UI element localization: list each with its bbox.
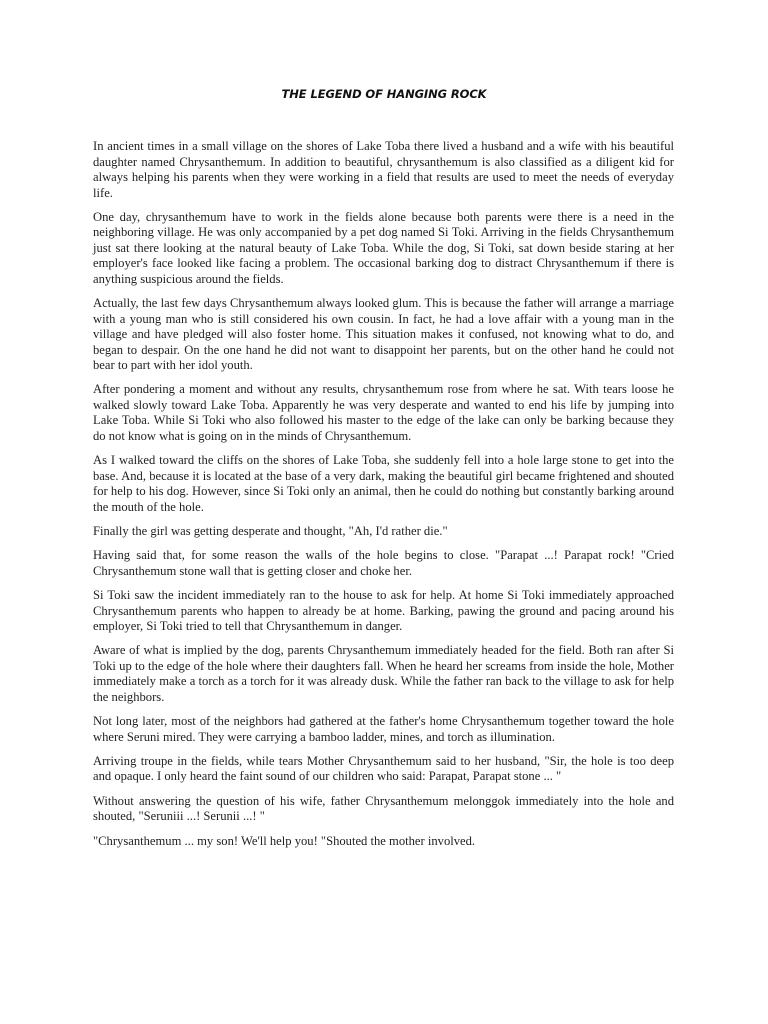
paragraph: Not long later, most of the neighbors had gathered at the father's home Chrysanthemum together toward the hole where Seruni mired. They were carrying a bamboo ladder, mines, and torch as illumination. — [93, 714, 674, 744]
paragraph: Finally the girl was getting desperate and thought, "Ah, I'd rather die." — [93, 523, 448, 538]
paragraph: As I walked toward the cliffs on the shores of Lake Toba, she suddenly fell into a hole large stone to get into the base. And, because it is located at the base of a very dark, making the beautiful girl became frightened and shouted for help to his dog. However, since Si Toki only an animal, then he could do nothing but constantly barking around the mouth of the hole. — [93, 453, 674, 514]
paragraph: Arriving troupe in the fields, while tears Mother Chrysanthemum said to her husband, "Sir, the hole is too deep and opaque. I only heard the faint sound of our children who said: Parapat, Parapat stone ... " — [93, 753, 674, 784]
paragraph: Actually, the last few days Chrysanthemum always looked glum. This is because the father will arrange a marriage with a young man who is still considered his own cousin. In fact, he had a love affair with a young man in the village and have pledged will also foster home. This situation makes it confused, not knowing what to do, and began to despair. On the one hand he did not want to disappoint her parents, but on the other hand he could not bear to part with her idol youth. — [93, 296, 674, 373]
paragraph: Without answering the question of his wife, father Chrysanthemum melonggok immediately into the hole and shouted, "Seruniii ...! Serunii ...! " — [93, 793, 674, 824]
document-body — [93, 139, 674, 858]
document-title: THE LEGEND OF HANGING ROCK — [281, 87, 487, 101]
paragraph: One day, chrysanthemum have to work in the fields alone because both parents were there is a need in the neighboring village. He was only accompanied by a pet dog named Si Toki. Arriving in the fields Chrysanthemum just sat there looking at the natural beauty of Lake Toba. While the dog, Si Toki, sat down beside staring at her employer's face looked like facing a problem. The occasional barking dog to distract Chrysanthemum if there is anything suspicious around the fields. — [93, 209, 674, 286]
paragraph: Si Toki saw the incident immediately ran to the house to ask for help. At home Si Toki immediately approached Chrysanthemum parents who happen to already be at home. Barking, pawing the ground and pacing around his employer, Si Toki tried to tell that Chrysanthemum in danger. — [93, 588, 674, 634]
paragraph: "Chrysanthemum ... my son! We'll help you! "Shouted the mother involved. — [93, 833, 476, 848]
paragraph: After pondering a moment and without any results, chrysanthemum rose from where he sat. With tears loose he walked slowly toward Lake Toba. Apparently he was very desperate and wanted to end his life by jumping into Lake Toba. While Si Toki who also followed his master to the edge of the lake can only be barking because they do not know what is going on in the minds of Chrysanthemum. — [93, 382, 674, 443]
paragraph: In ancient times in a small village on the shores of Lake Toba there lived a husband and a wife with his beautiful daughter named Chrysanthemum. In addition to beautiful, chrysanthemum is also classified as a diligent kid for always helping his parents when they were working in a field that results are used to meet the needs of everyday life. — [93, 139, 674, 200]
paragraph: Aware of what is implied by the dog, parents Chrysanthemum immediately headed for the field. Both ran after Si Toki up to the edge of the hole where their daughters fall. When he heard her screams from inside the hole, Mother immediately make a torch as a torch for it was already dusk. While the father ran back to the village to ask for help the neighbors. — [93, 643, 674, 704]
paragraph: Having said that, for some reason the walls of the hole begins to close. "Parapat ...! Parapat rock! "Cried Chrysanthemum stone wall that is getting closer and choke her. — [93, 548, 674, 578]
